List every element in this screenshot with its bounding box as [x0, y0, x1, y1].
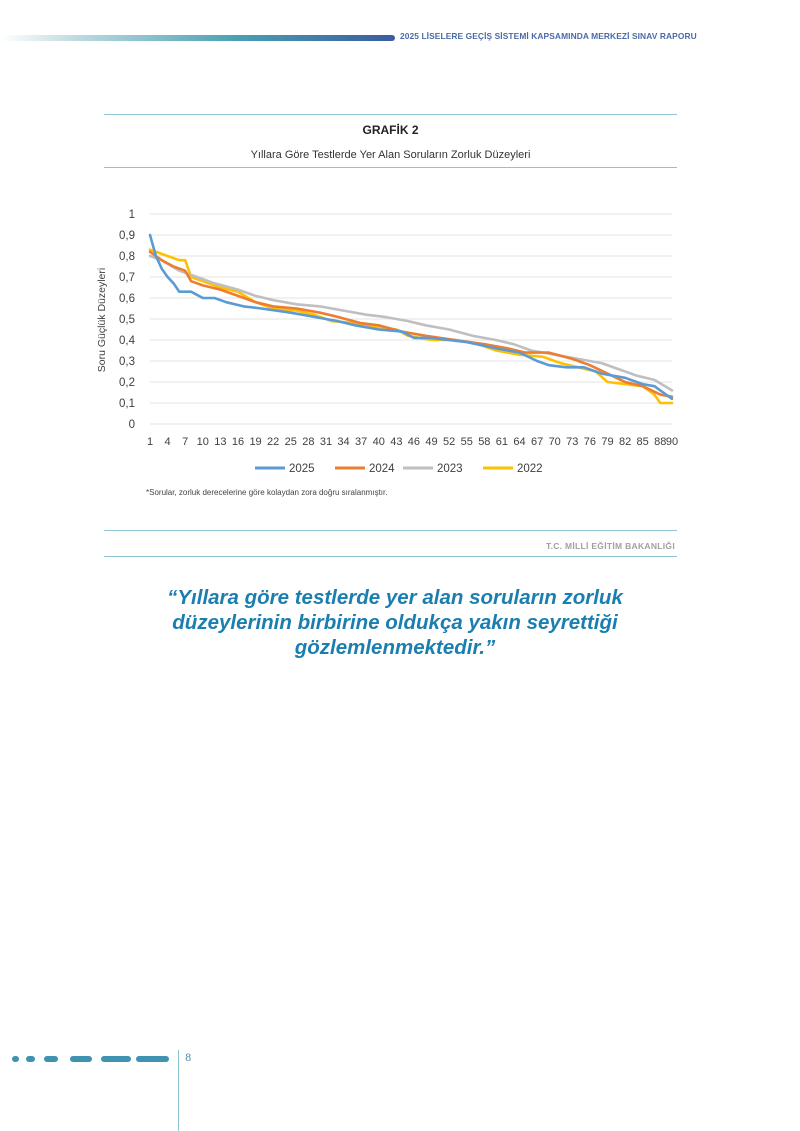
x-tick-label: 37 [355, 436, 368, 448]
y-tick-label: 0,3 [119, 356, 135, 368]
y-tick-label: 0,8 [119, 251, 135, 263]
x-tick-label: 67 [530, 436, 544, 448]
x-tick-label: 34 [337, 436, 350, 448]
footer-decor-dot [136, 1056, 169, 1062]
x-tick-label: 40 [372, 436, 385, 448]
legend-label-2025: 2025 [289, 463, 315, 475]
publisher-label: T.C. MİLLİ EĞİTİM BAKANLIĞI [546, 541, 675, 551]
y-tick-label: 0,1 [119, 398, 135, 410]
x-tick-label: 52 [442, 436, 456, 448]
x-tick-label: 82 [618, 436, 632, 448]
figure-top-rule [104, 114, 677, 115]
series-line-2025 [150, 235, 672, 399]
header-accent-bar [0, 35, 395, 41]
y-tick-label: 0,4 [119, 335, 135, 347]
x-tick-label: 43 [390, 436, 403, 448]
x-tick-label: 16 [231, 436, 245, 448]
y-tick-label: 0,2 [119, 377, 135, 389]
y-tick-label: 0,9 [119, 230, 135, 242]
x-tick-label: 22 [267, 436, 280, 448]
x-tick-label: 10 [196, 436, 209, 448]
figure-bottom-rule [104, 530, 677, 531]
x-tick-label: 31 [319, 436, 333, 448]
x-tick-label: 49 [425, 436, 438, 448]
difficulty-line-chart [90, 195, 690, 485]
x-tick-label: 4 [164, 436, 171, 448]
x-tick-label: 7 [182, 436, 189, 448]
y-tick-label: 0,6 [119, 293, 135, 305]
x-tick-label: 19 [249, 436, 262, 448]
y-tick-label: 1 [128, 209, 135, 221]
x-tick-label: 46 [407, 436, 421, 448]
x-tick-label: 13 [214, 436, 227, 448]
page-number: 8 [185, 1053, 192, 1064]
chart-footnote: *Sorular, zorluk derecelerine göre kolaydan zora doğru sıralanmıştır. [146, 488, 388, 497]
chart-gridlines [150, 214, 672, 424]
y-axis-ticks [119, 209, 136, 431]
footer-decor-dot [26, 1056, 35, 1062]
x-tick-label: 79 [601, 436, 614, 448]
footer-decor-dot [101, 1056, 131, 1062]
footer-decor-dot [44, 1056, 58, 1062]
x-tick-label: 55 [460, 436, 473, 448]
figure-title-rule [104, 167, 677, 168]
x-tick-label: 58 [478, 436, 491, 448]
x-tick-label: 88 [654, 436, 667, 448]
x-tick-label: 76 [583, 436, 597, 448]
x-tick-label: 1 [146, 436, 154, 448]
figure-footer-rule [104, 556, 677, 557]
y-tick-label: 0,5 [119, 314, 135, 326]
y-tick-label: 0 [128, 419, 135, 431]
y-tick-label: 0,7 [119, 272, 135, 284]
legend-label-2022: 2022 [517, 463, 543, 475]
figure-label: GRAFİK 2 [362, 123, 419, 137]
legend-label-2024: 2024 [369, 463, 395, 475]
x-tick-label: 90 [665, 436, 679, 448]
footer-divider [178, 1050, 179, 1131]
footer-decor-dot [12, 1056, 19, 1062]
y-axis-label: Soru Güçlük Düzeyleri [96, 267, 108, 373]
x-tick-label: 70 [548, 436, 561, 448]
series-line-2022 [150, 250, 672, 403]
x-tick-label: 61 [495, 436, 509, 448]
x-axis-ticks [147, 436, 678, 448]
legend-label-2023: 2023 [437, 463, 463, 475]
series-line-2024 [150, 252, 672, 397]
pull-quote: “Yıllara göre testlerde yer alan soruların zorluk düzeylerinin birbirine oldukça yakın seyrettiği gözlemlenmektedir.” [167, 586, 623, 659]
x-tick-label: 25 [284, 436, 297, 448]
footer-decor-dot [70, 1056, 92, 1062]
x-tick-label: 28 [302, 436, 315, 448]
x-tick-label: 73 [566, 436, 579, 448]
chart-legend [255, 463, 543, 475]
x-tick-label: 64 [513, 436, 526, 448]
chart-title: Yıllara Göre Testlerde Yer Alan Soruların Zorluk Düzeyleri [250, 149, 531, 161]
x-tick-label: 85 [636, 436, 649, 448]
report-title: 2025 LİSELERE GEÇİŞ SİSTEMİ KAPSAMINDA MERKEZİ SINAV RAPORU [400, 31, 697, 41]
